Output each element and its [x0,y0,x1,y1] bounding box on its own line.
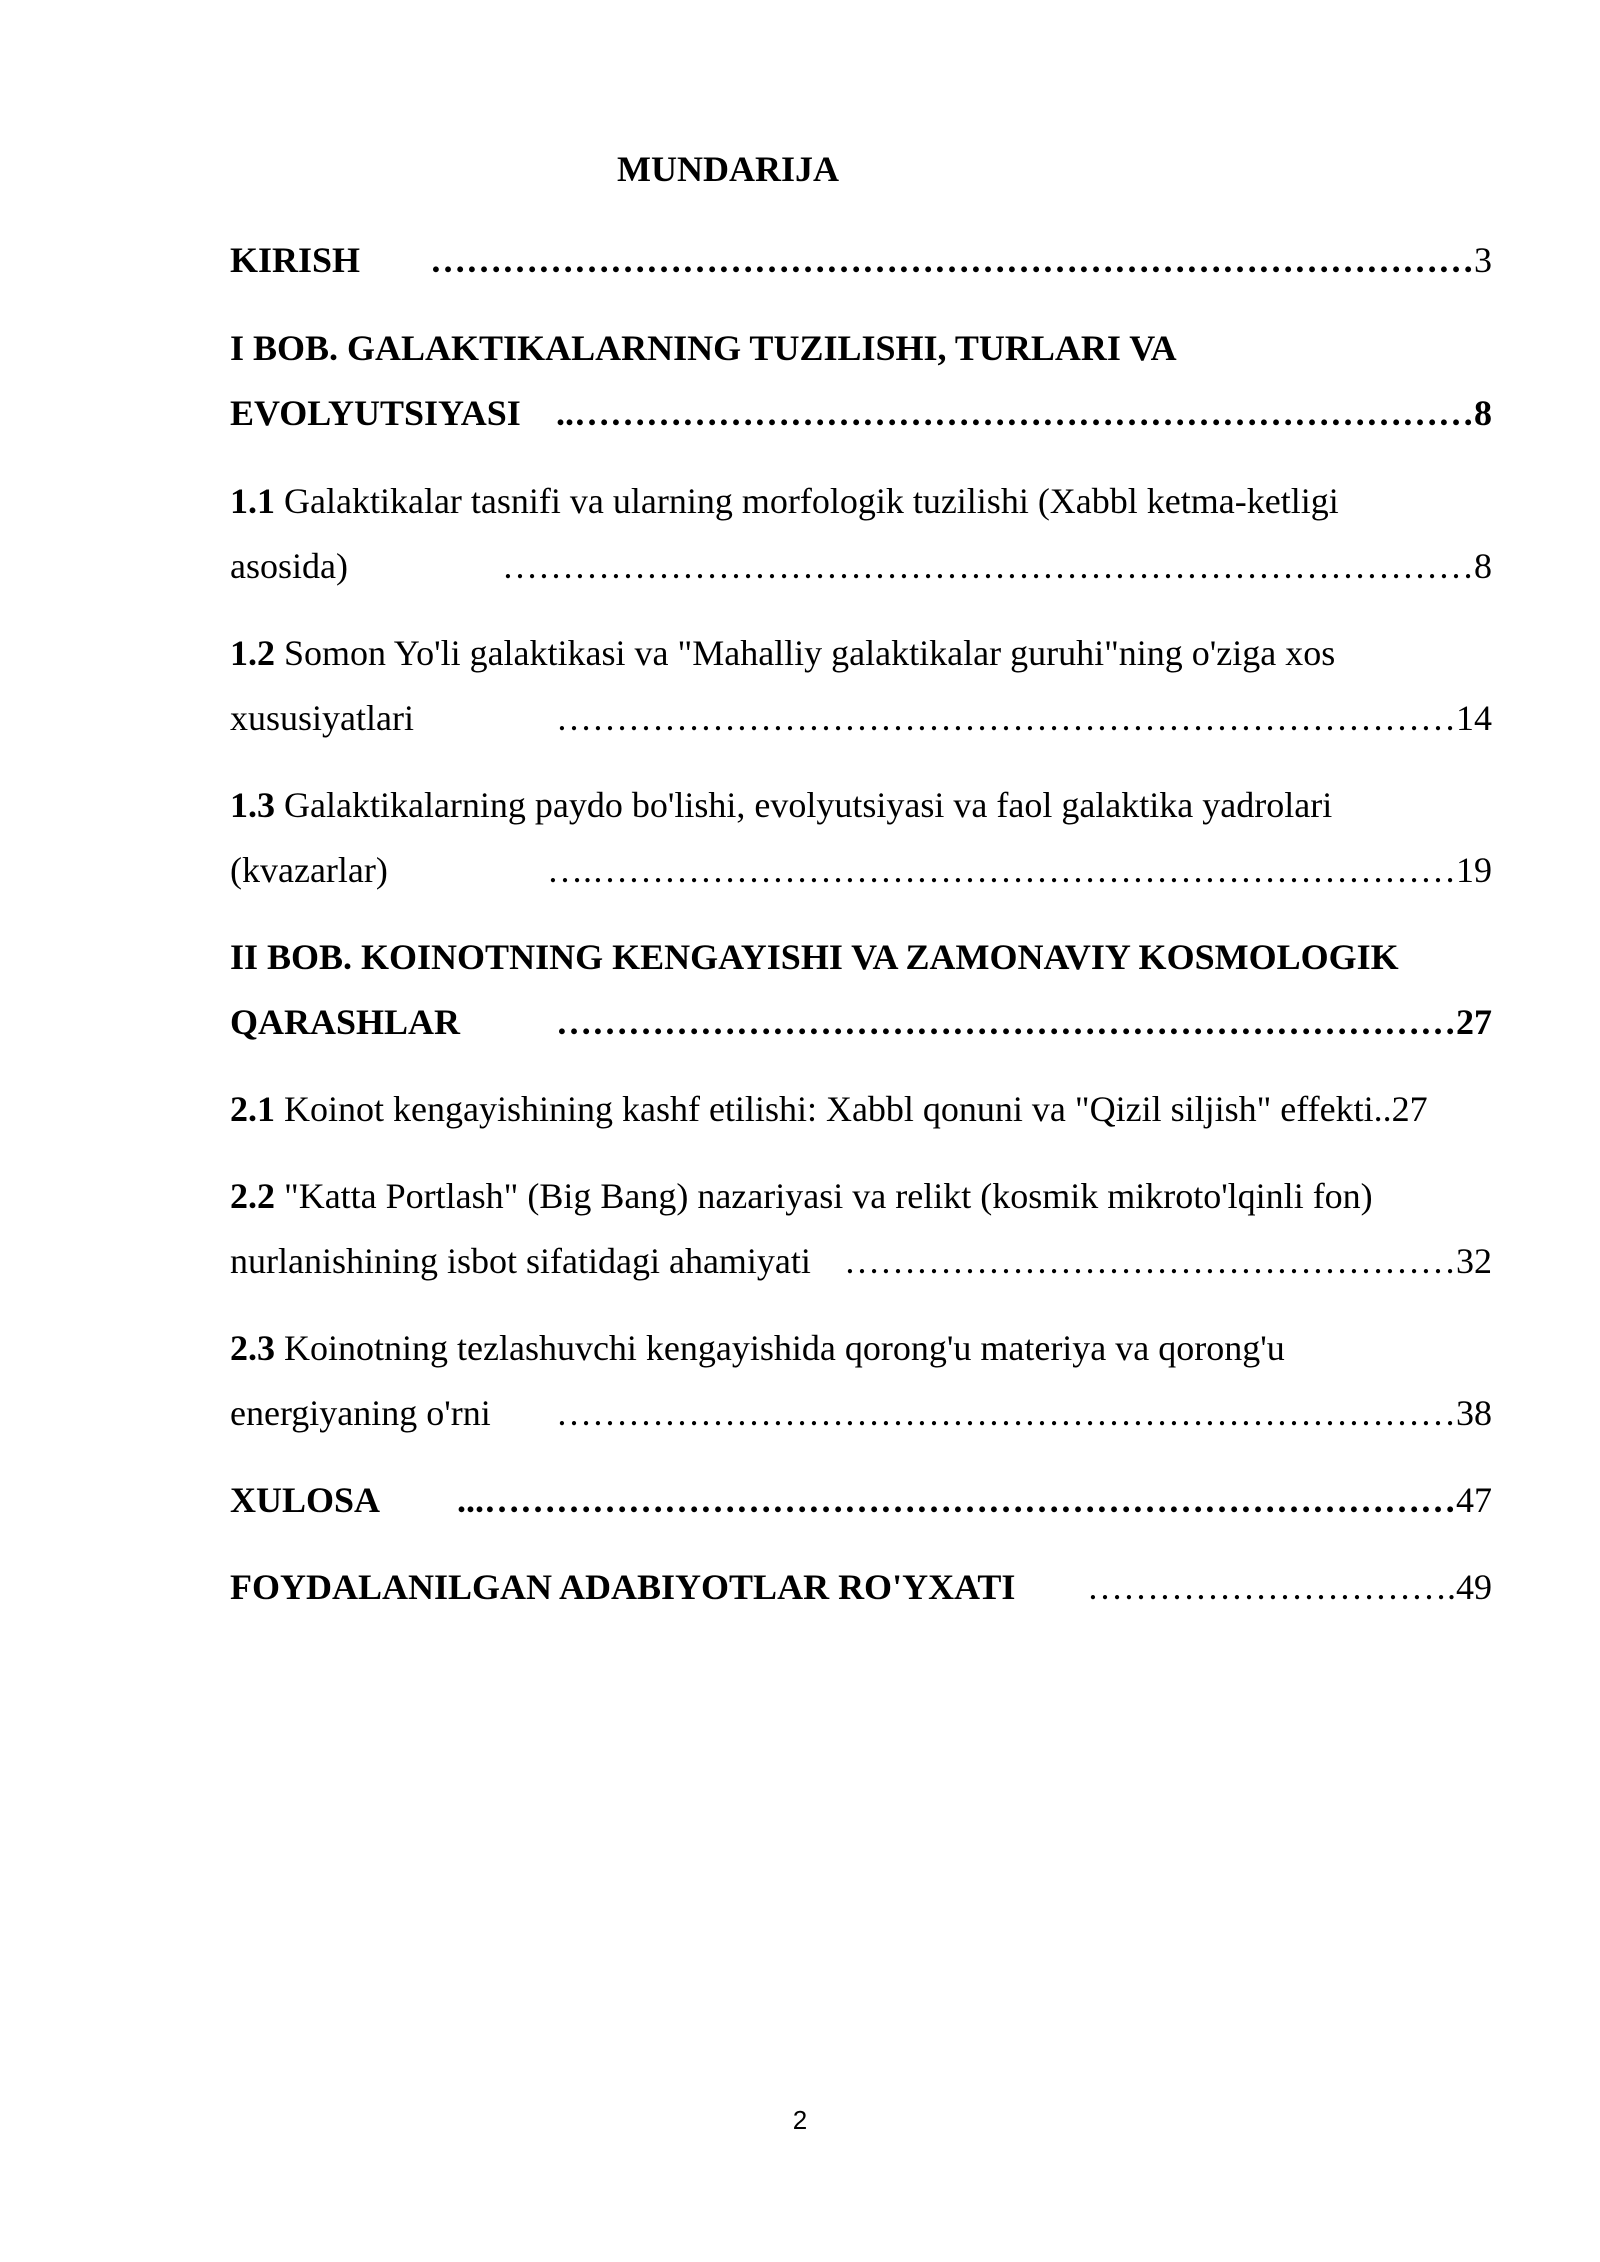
page-number: 2 [792,2105,808,2135]
toc-entry-title: Koinotning tezlashuvchi kengayishida qorong'u materiya va qorong'u [284,1328,1285,1368]
toc-entry-title: xususiyatlari [230,698,414,738]
toc-entry-title: (kvazarlar) [230,850,388,890]
section-number: 1.3 [230,785,275,825]
toc-entry-1-2-line-2[interactable] [230,696,1492,740]
toc-entry-title: QARASHLAR [230,1002,461,1042]
dot-leader: ………………………………………………………………… [556,1002,1456,1042]
toc-entry-title: KIRISH [230,240,361,280]
toc-entry-1-1-line-1[interactable] [230,479,1492,523]
section-number: 2.1 [230,1089,275,1129]
toc-page-number: 38 [1456,1393,1492,1433]
toc-page-number: .49 [1447,1567,1492,1607]
toc-entry-1-3-line-1[interactable] [230,783,1492,827]
toc-page-number: 3 [1474,240,1492,280]
toc-entry-1-2-line-1[interactable] [230,631,1492,675]
toc-page-number: 14 [1456,698,1492,738]
toc-page-number: 8 [1474,393,1492,433]
toc-entry-title: EVOLYUTSIYASI [230,393,521,433]
toc-entry-title: Galaktikalarning paydo bo'lishi, evolyutsiyasi va faol galaktika yadrolari [284,785,1333,825]
toc-entry-chapter-2-line-1[interactable]: II BOB. KOINOTNING KENGAYISHI VA ZAMONAVIY KOSMOLOGIK [230,937,1399,977]
toc-entry-2-2-line-1[interactable] [230,1174,1492,1218]
toc-entry-chapter-1-line-2[interactable] [230,391,1492,435]
toc-entry-2-3-line-1[interactable] [230,1326,1492,1370]
dot-leader: ……………………………………………………………….… [547,850,1456,890]
toc-entry-title: "Katta Portlash" (Big Bang) nazariyasi va relikt (kosmik mikroto'lqinli fon) [284,1176,1373,1216]
toc-entry-references[interactable] [230,1565,1492,1609]
dot-leader: ………………………………………………………………….. [556,393,1474,433]
toc-entry-kirish[interactable] [230,238,1492,282]
toc-entry-2-3-line-2[interactable] [230,1391,1492,1435]
toc-entry-1-3-line-2[interactable] [230,848,1492,892]
toc-entry-title: XULOSA [230,1480,381,1520]
toc-entry-chapter-2-line-2[interactable] [230,1000,1492,1044]
toc-page-number: 8 [1474,546,1492,586]
dot-leader: ………………………………………………………………… [556,698,1456,738]
toc-entry-title: Somon Yo'li galaktikasi va "Mahalliy galaktikalar guruhi"ning o'ziga xos [284,633,1336,673]
toc-page-number: 27 [1456,1002,1492,1042]
section-number: 1.2 [230,633,275,673]
toc-entry-title: Galaktikalar tasnifi va ularning morfologik tuzilishi (Xabbl ketma-ketligi [284,481,1339,521]
toc-title: MUNDARIJA [617,149,839,189]
toc-entry-title: asosida) [230,546,348,586]
dot-leader: ………………………………………………………………………... [457,1480,1456,1520]
dot-leader: …………………………………………… [844,1241,1456,1281]
section-number: 2.2 [230,1176,275,1216]
toc-entry-2-1[interactable] [230,1087,1492,1131]
toc-entry-xulosa[interactable] [230,1478,1492,1522]
section-number: 1.1 [230,481,275,521]
toc-page-number: 19 [1456,850,1492,890]
toc-entry-2-2-line-2[interactable] [230,1239,1492,1283]
toc-entry-title: Koinot kengayishining kashf etilishi: Xabbl qonuni va "Qizil siljish" effekti..27 [284,1089,1428,1129]
dot-leader: ………………………………………………………………… [556,1393,1456,1433]
toc-entry-title: FOYDALANILGAN ADABIYOTLAR RO'YXATI [230,1567,1016,1607]
toc-page-number: 32 [1456,1241,1492,1281]
toc-entry-title: energiyaning o'rni [230,1393,491,1433]
toc-entry-1-1-line-2[interactable] [230,544,1492,588]
toc-entry-chapter-1-line-1[interactable]: I BOB. GALAKTIKALARNING TUZILISHI, TURLARI VA [230,328,1177,368]
dot-leader: …………………………………………………………………………… [430,240,1474,280]
dot-leader: ……………………………………………………………………… [502,546,1474,586]
toc-entry-title: nurlanishining isbot sifatidagi ahamiyati [230,1241,811,1281]
dot-leader: ………………………… [1087,1567,1447,1607]
section-number: 2.3 [230,1328,275,1368]
toc-page-number: 47 [1456,1480,1492,1520]
